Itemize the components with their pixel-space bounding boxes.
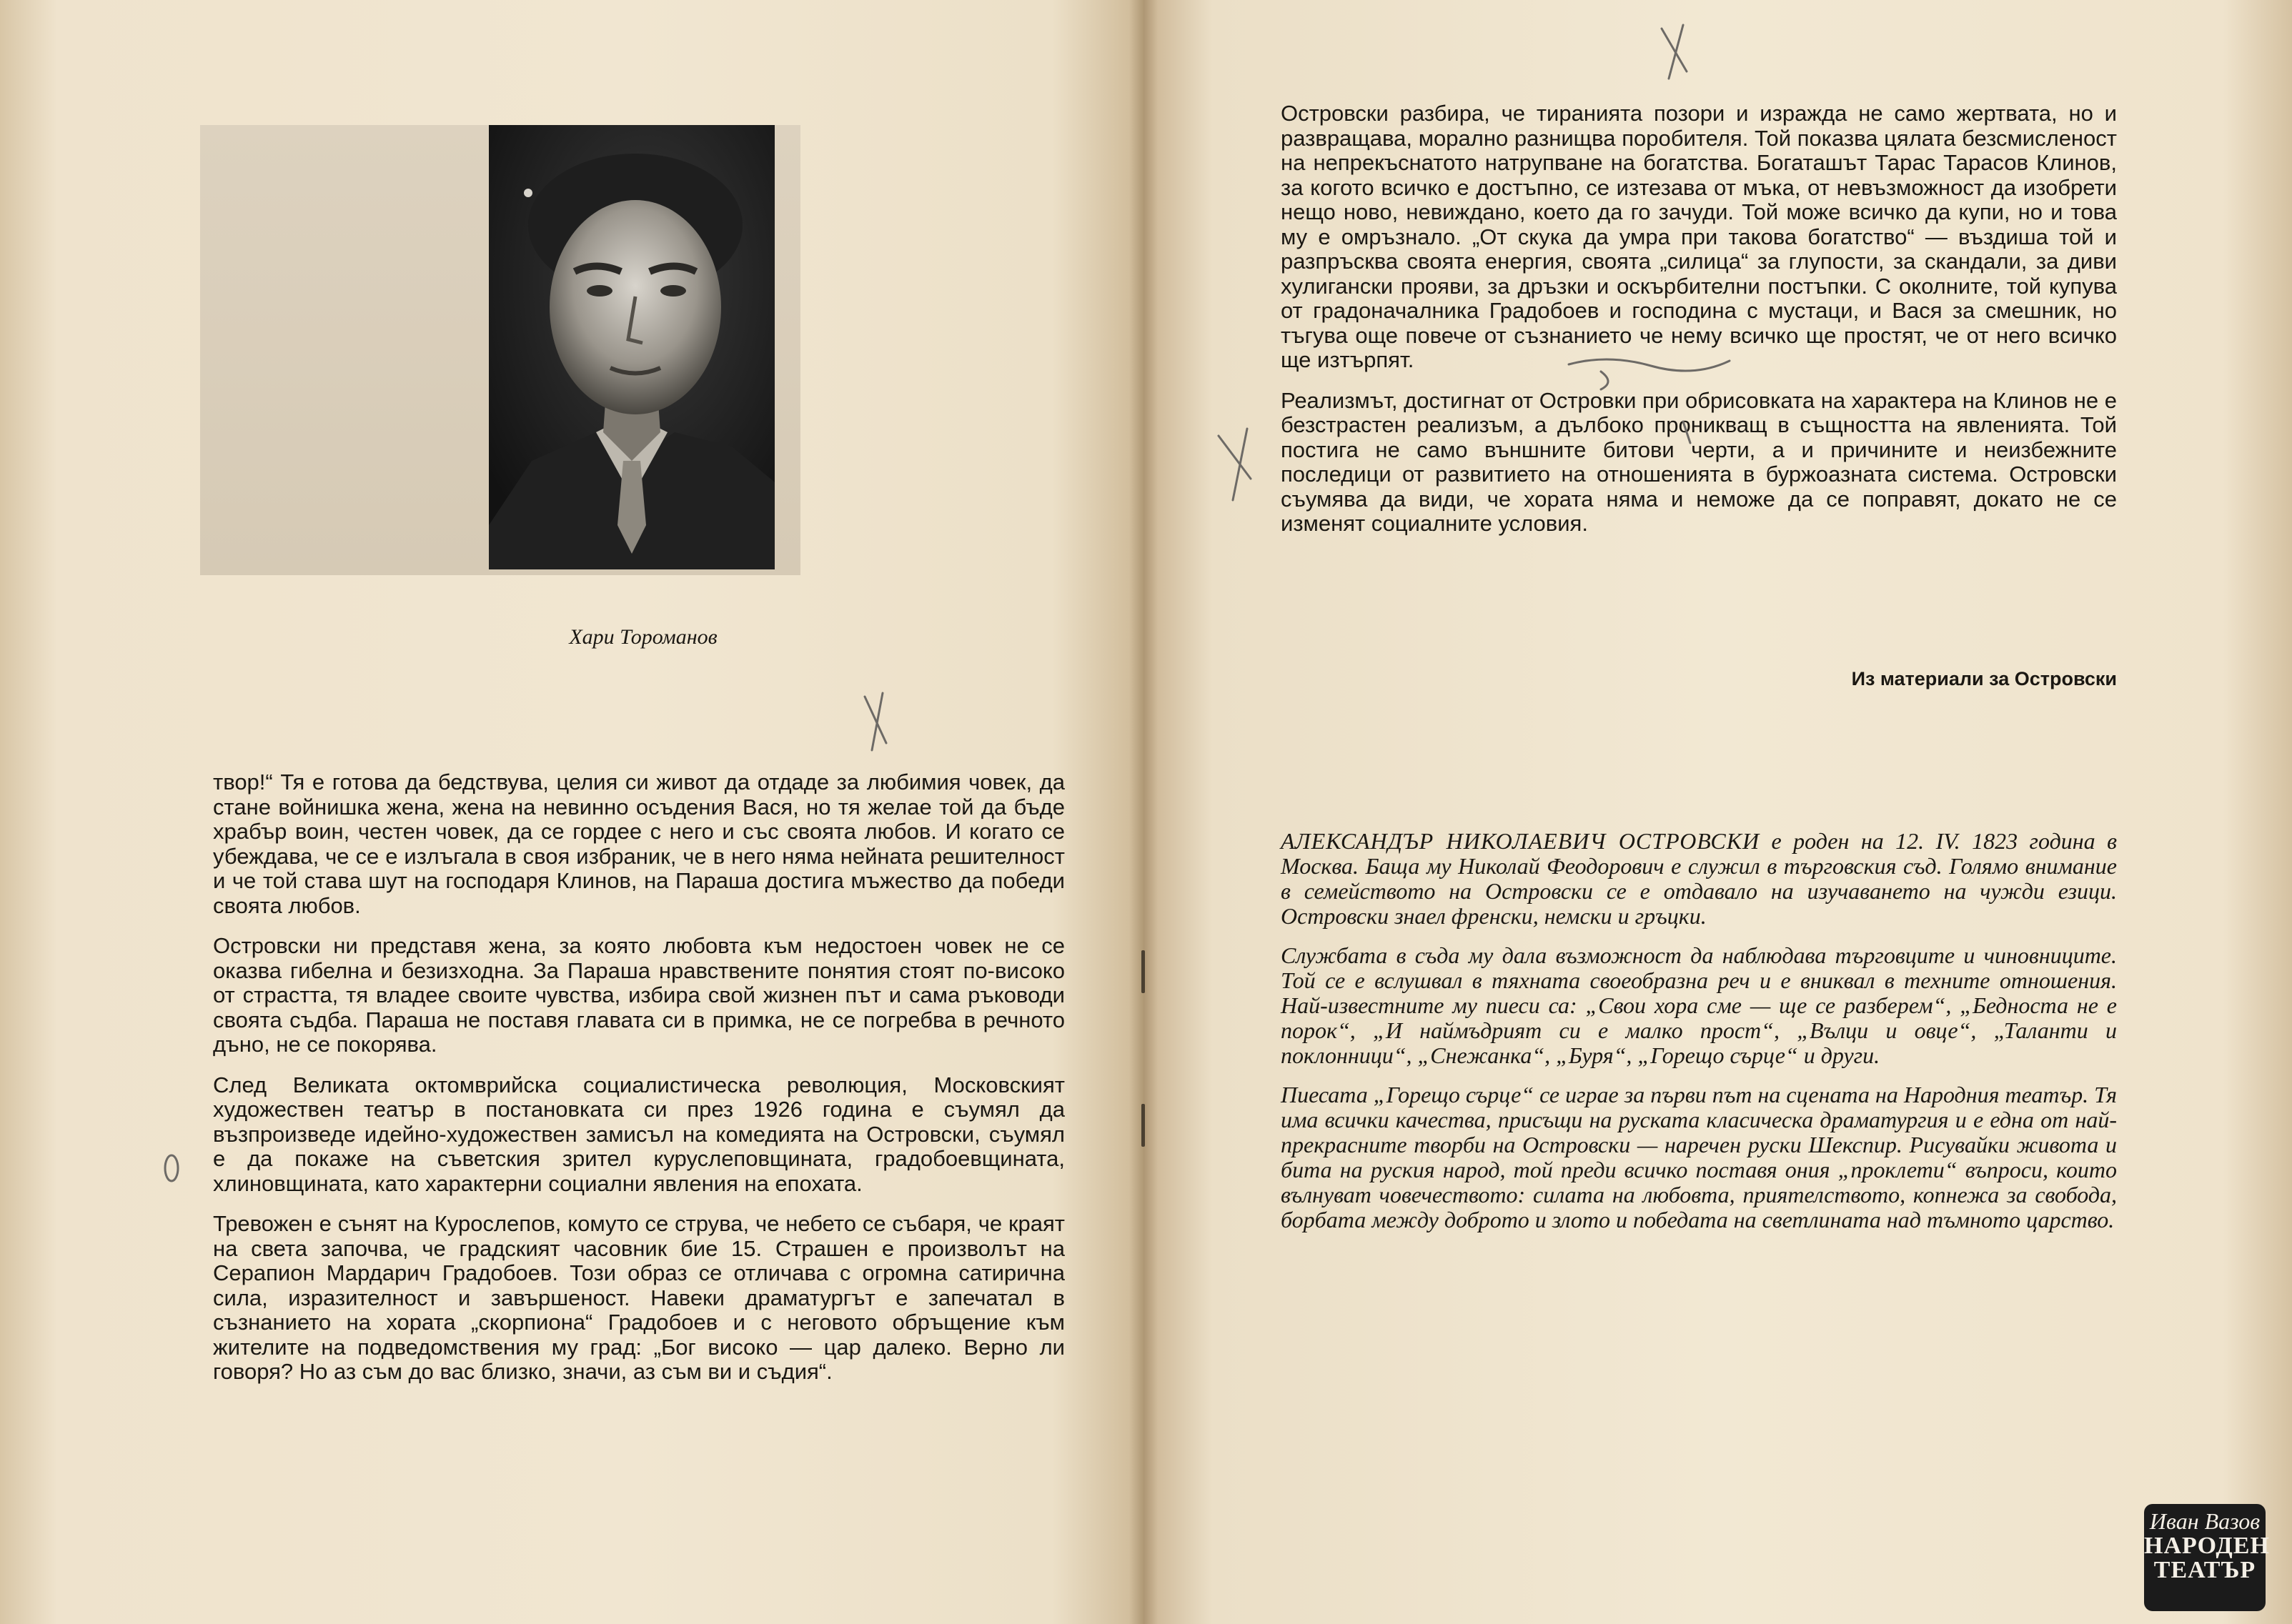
source-attribution: Из материали за Островски — [1851, 668, 2117, 689]
right-text-column — [1281, 101, 2117, 537]
biography-paragraph: Службата в съда му дала възможност да наблюдава търговците и чиновниците. Той се е вслушвал в тяхната своеобразна реч и е вниквал в техните отношения. Най-известните му пиеси са: „Свои хора сме — ще се разберем“, „Бедноста не е порок“, „И наймъдрият си е малко прост“, „Вълци и овце“, „Таланти и поклонници“, „Снежанка“, „Буря“, „Горещо сърце“ и други. — [1281, 942, 2117, 1068]
binding-stitch — [1141, 950, 1145, 993]
paragraph: твор!“ Тя е готова да бедствува, целия си живот да отдаде за любимия човек, да стане войнишка жена, жена на невинно осъдения Вася, но тя желае той да бъде храбър воин, честен човек, да се гордее с него и със своята любов. И когато се убеждава, че се е излъгала в своя избраник, че в него няма нейната решителност и че той става шут на господаря Клинов, на Параша достига мъжество да победи своята любов. — [213, 769, 1065, 918]
stamp-line: ТЕАТЪР — [2153, 1557, 2256, 1583]
stamp-signature: Иван Вазов — [2149, 1508, 2261, 1534]
biography-text: е роден на 12. IV. 1823 година в Москва. Баща му Николай Феодорович е служил в търговския съд. Голямо внимание в семейството на Островски се е отдавало на изучаването на чужди езици. Островски знаел френски, немски и гръцки. — [1281, 828, 2118, 929]
biography-paragraph — [1281, 829, 2117, 929]
left-text-column — [213, 770, 1065, 1385]
binding-stitch — [1141, 1104, 1145, 1147]
paragraph: Островски разбира, че тиранията позори и изражда не само жертвата, но и развращава, морално разнищва поробителя. Той показва цялата безсмисленост на непрекъснатото натрупване на богатства. Богаташът Тарас Тарасов Клинов, за когото всичко е достъпно, се изтезава от мъка, от невъзможност да изобрети нещо ново, невиждано, което да го зачуди. Той може всичко да купи, но и това му е омръзнало. „От скука да умра при такова богатство“ — въздиша той и разпръсква своята енергия, своята „силица“ за глупости, за скандали, за диви хулигански прояви, за дръзки и оскърбителни постъпки. С околните, той купува от градоначалника Градобоев и господина с мустаци, и Вася за смешник, но тъгува още повече от съзнанието че нему всичко ще простят, че от него всичко ще изтърпят. — [1281, 101, 2117, 372]
paragraph: Тревожен е сънят на Курослепов, комуто се струва, че небето се събаря, че краят на света започва, че градският часовник бие 15. Страшен е произволът на Серапион Мардарич Градобоев. Този образ се отличава с огромна сатирична сила, изразителност и завършеност. Навеки драматургът е запечатал в съзнанието на хората „скорпиона“ Градобоев и с неговото обръщение към жителите на подведомствения му град: „Бог високо — цар далеко. Верно ли говоря? Но аз съм до вас близко, значи, аз съм ви и съдия“. — [213, 1211, 1065, 1384]
theatre-stamp-logo — [2144, 1504, 2270, 1611]
book-spine — [1129, 0, 1158, 1624]
biography-column — [1281, 829, 2117, 1232]
biography-paragraph: Пиесата „Горещо сърце“ се играе за първи път на сцената на Народния театър. Тя има всички качества, присъщи на руската класическа драматургия и е една от най-прекрасните творби на Островски — наречен руски Шекспир. Рисувайки живота и бита на руския народ, той преди всичко поставя ония „проклети“ въпроси, които вълнуват човечеството: силата на любовта, приятелството, копнежа за свобода, борбата между доброто и злото и победата на светлината над тъмното царство. — [1281, 1082, 2117, 1232]
paragraph: След Великата октомврийска социалистическа революция, Московският художествен театър в постановката си през 1926 година е съумял да възпроизведе идейно-художествен замисъл на комедията на Островски, съумял е да покаже на съветския зрител куруслеповщината, градобоевщината, хлиновщината, като характерни социални явления на епохата. — [213, 1072, 1065, 1196]
paragraph: Реализмът, достигнат от Островки при обрисовката на характера на Клинов не е безстрастен реализъм, а дълбоко проникващ в същността на явленията. Той постига не само външните битови черти, а и причините и неизбежните последици от развитието на отношенията в буржоазната система. Островски съумява да види, че хората няма и неможе да се поправят, докато не се изменят социалните условия. — [1281, 387, 2117, 536]
portrait-photo — [489, 125, 775, 569]
paragraph: Островски ни представя жена, за която любовта към недостоен човек не се оказва гибелна и безизходна. За Параша нравствените понятия стоят по-високо от страстта, тя владее своите чувства, избира свой жизнен път и сама ръководи своята съдба. Параша не поставя главата си в примка, не се погребва в речното дъно, не се покорява. — [213, 933, 1065, 1057]
biography-name: АЛЕКСАНДЪР НИКОЛАЕВИЧ ОСТРОВСКИ — [1281, 828, 1760, 854]
photo-caption: Хари Тороманов — [569, 625, 718, 649]
stamp-line: НАРОДЕН — [2144, 1533, 2270, 1559]
